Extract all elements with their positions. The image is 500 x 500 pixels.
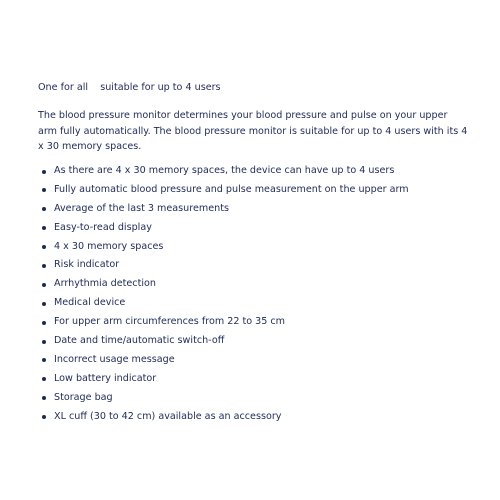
bullet-icon [42, 283, 46, 287]
feature-text: 4 x 30 memory spaces [54, 240, 164, 252]
bullet-icon [42, 302, 46, 306]
bullet-icon [42, 207, 46, 211]
feature-item [38, 370, 409, 389]
feature-item [38, 219, 409, 238]
bullet-icon [42, 396, 46, 400]
intro-paragraph: The blood pressure monitor determines your blood pressure and pulse on your upper arm fully automatically. The blood pressure monitor is suitable for up to 4 users with its 4 x 30 memory spaces. [38, 110, 468, 152]
feature-text: Average of the last 3 measurements [54, 202, 229, 214]
bullet-icon [42, 415, 46, 419]
feature-text: Date and time/automatic switch-off [54, 335, 225, 347]
feature-item [38, 238, 409, 257]
bullet-icon [42, 340, 46, 344]
feature-item [38, 181, 409, 200]
bullet-icon [42, 264, 46, 268]
bullet-icon [42, 245, 46, 249]
feature-text: Medical device [54, 297, 126, 309]
feature-item [38, 351, 409, 370]
bullet-icon [42, 188, 46, 192]
section-heading: One for all suitable for up to 4 users [38, 82, 221, 93]
feature-list [38, 162, 409, 426]
bullet-icon [42, 321, 46, 325]
feature-item [38, 256, 409, 275]
bullet-icon [42, 358, 46, 362]
feature-text: Low battery indicator [54, 372, 157, 384]
feature-item [38, 389, 409, 408]
feature-item [38, 332, 409, 351]
feature-item [38, 162, 409, 181]
feature-text: Easy-to-read display [54, 221, 152, 233]
feature-item [38, 294, 409, 313]
feature-text: Incorrect usage message [54, 353, 175, 365]
feature-text: XL cuff (30 to 42 cm) available as an accessory [54, 410, 282, 422]
feature-item [38, 408, 409, 427]
feature-text: For upper arm circumferences from 22 to 35 cm [54, 316, 286, 328]
bullet-icon [42, 170, 46, 174]
feature-text: Risk indicator [54, 259, 120, 271]
feature-text: Fully automatic blood pressure and pulse measurement on the upper arm [54, 183, 409, 195]
bullet-icon [42, 226, 46, 230]
feature-text: Storage bag [54, 391, 113, 403]
bullet-icon [42, 377, 46, 381]
feature-item [38, 313, 409, 332]
feature-text: As there are 4 x 30 memory spaces, the device can have up to 4 users [54, 165, 395, 176]
feature-item [38, 275, 409, 294]
feature-item [38, 200, 409, 219]
feature-text: Arrhythmia detection [54, 278, 156, 290]
